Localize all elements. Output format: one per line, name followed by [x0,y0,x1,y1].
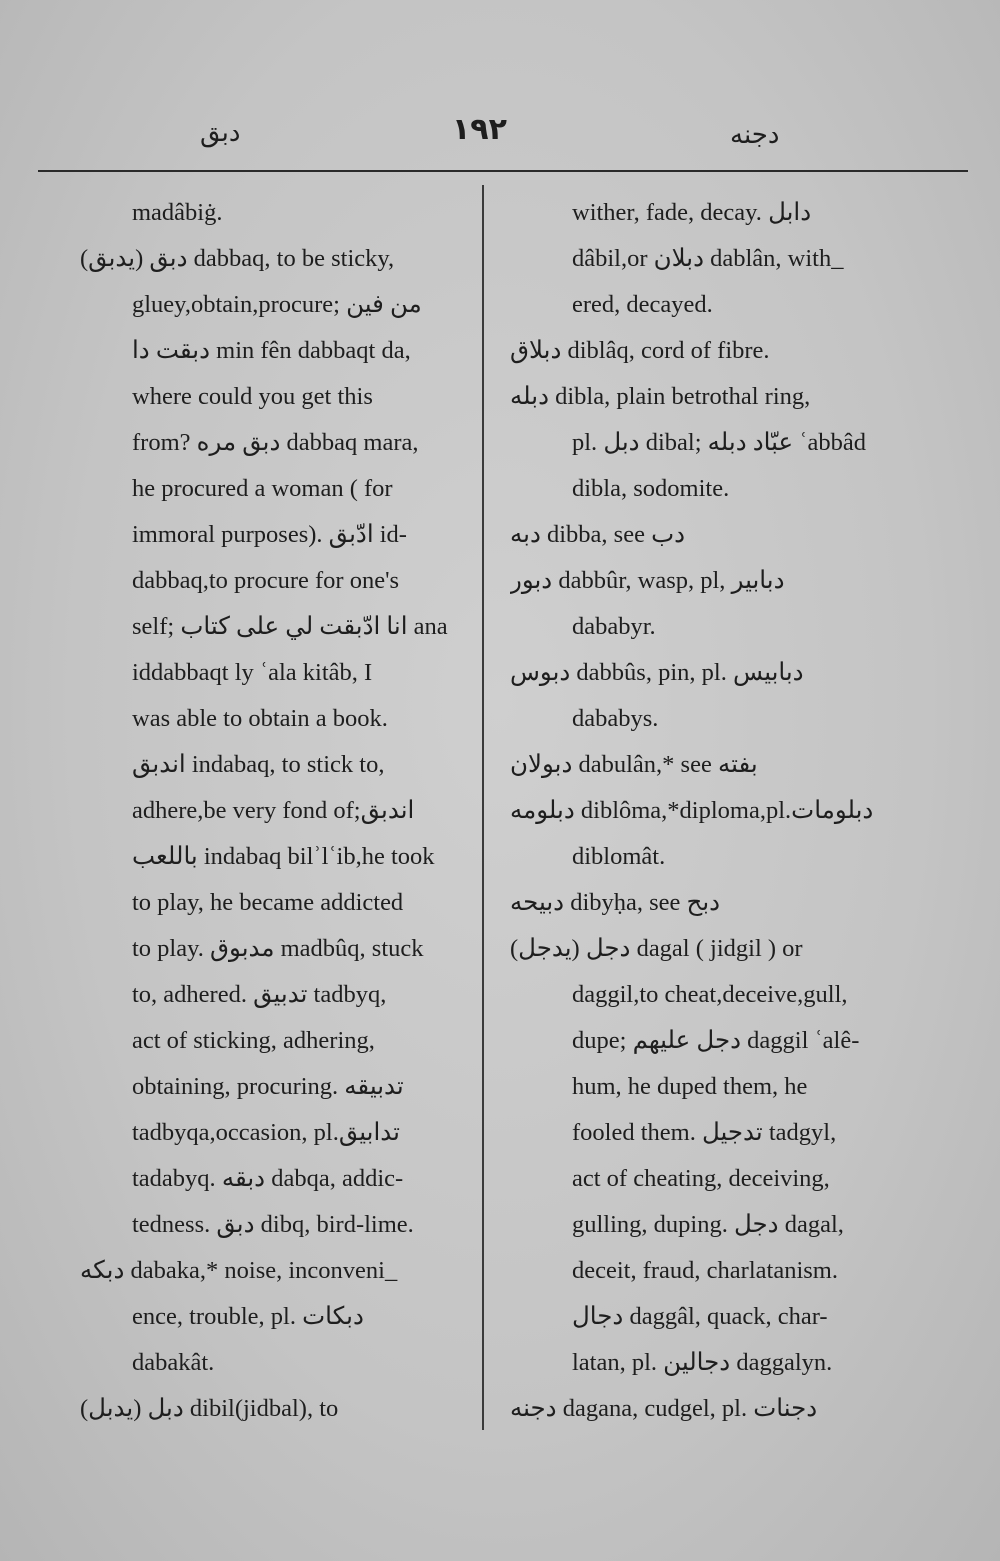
text-line: ence, trouble, pl. دبكات [132,1303,364,1330]
text-line: باللعب indabaq bilʾlʿib,he took [132,843,435,870]
text-line: fooled them. تدجيل tadgyl, [572,1119,837,1146]
left-column [80,190,475,1432]
text-line: دبله dibla, plain betrothal ring, [510,383,811,410]
text-line: wither, fade, decay. دابل [572,199,812,226]
text-line: dupe; دجل عليهم daggil ʿalê- [572,1027,860,1054]
text-line: gluey,obtain,procure; من فين [132,291,422,318]
text-line: act of sticking, adhering, [132,1027,375,1054]
text-line: tadabyq. دبقه dabqa, addic- [132,1165,404,1192]
text-line: ered, decayed. [572,291,713,318]
text-line: hum, he duped them, he [572,1073,808,1100]
text-line: dabbaq,to procure for one's [132,567,400,594]
text-line: دبيحه dibyḥa, see دبح [510,889,721,916]
text-line: to, adhered. تدبيق tadbyq, [132,981,387,1008]
text-line: madâbiġ. [132,199,223,226]
text-line: tedness. دبق dibq, bird-lime. [132,1211,414,1238]
text-line: diblomât. [572,843,666,870]
text-line: to play, he became addicted [132,889,404,916]
text-line: دبق (يدبق) dabbaq, to be sticky, [80,245,395,272]
text-line: self; انا ادّبقت لي على كتاب ana [132,613,448,640]
text-line: obtaining, procuring. تدبيقه [132,1073,404,1100]
text-line: gulling, duping. دجل dagal, [572,1211,844,1238]
text-line: دبلومه diblôma,*diploma,pl.دبلومات [510,797,874,824]
text-line: دجل (يدجل) dagal ( jidgil ) or [510,935,803,962]
page-header [0,112,1000,162]
text-line: daggil,to cheat,deceive,gull, [572,981,848,1008]
text-line: tadbyqa,occasion, pl.تدابيق [132,1119,400,1146]
text-line: iddabbaqt ly ʿala kitâb, I [132,659,373,686]
text-line: دبه dibba, see دب [510,521,686,548]
text-line: pl. دبل dibal; عبّاد دبله ʿabbâd [572,429,866,456]
text-line: دبور dabbûr, wasp, pl, دبابير [510,567,785,594]
header-left-word: دبق [200,118,241,148]
text-line: act of cheating, deceiving, [572,1165,830,1192]
text-line: immoral purposes). ادّبق id- [132,521,407,548]
column-divider [482,185,484,1430]
header-right-word: دجنه [730,120,780,150]
text-line: اندبق indabaq, to stick to, [132,751,385,778]
text-line: دبقت دا min fên dabbaqt da, [132,337,411,364]
right-column [510,190,930,1432]
text-line: he procured a woman ( for [132,475,393,502]
text-line: was able to obtain a book. [132,705,388,732]
text-line: دجال daggâl, quack, char- [572,1303,828,1330]
text-line: where could you get this [132,383,373,410]
header-rule [38,170,968,172]
text-line: دبل (يدبل) dibil(jidbal), to [80,1395,339,1422]
text-line: to play. مدبوق madbûq, stuck [132,935,424,962]
text-line: dâbil,or دبلان dablân, with_ [572,245,844,272]
text-line: deceit, fraud, charlatanism. [572,1257,838,1284]
text-line: dababyr. [572,613,656,640]
text-line: دبولان dabulân,* see بفته [510,751,758,778]
text-line: adhere,be very fond of;اندبق [132,797,415,824]
text-line: dabakât. [132,1349,215,1376]
text-line: دبكه dabaka,* noise, inconveni_ [80,1257,398,1284]
text-line: dababys. [572,705,659,732]
text-line: دبوس dabbûs, pin, pl. دبابيس [510,659,804,686]
text-line: dibla, sodomite. [572,475,730,502]
text-line: دبلاق diblâq, cord of fibre. [510,337,770,364]
text-line: latan, pl. دجالين daggalyn. [572,1349,833,1376]
page-number: ۱۹۲ [452,112,507,147]
text-line: from? دبق مره dabbaq mara, [132,429,419,456]
text-line: دجنه dagana, cudgel, pl. دجنات [510,1395,818,1422]
